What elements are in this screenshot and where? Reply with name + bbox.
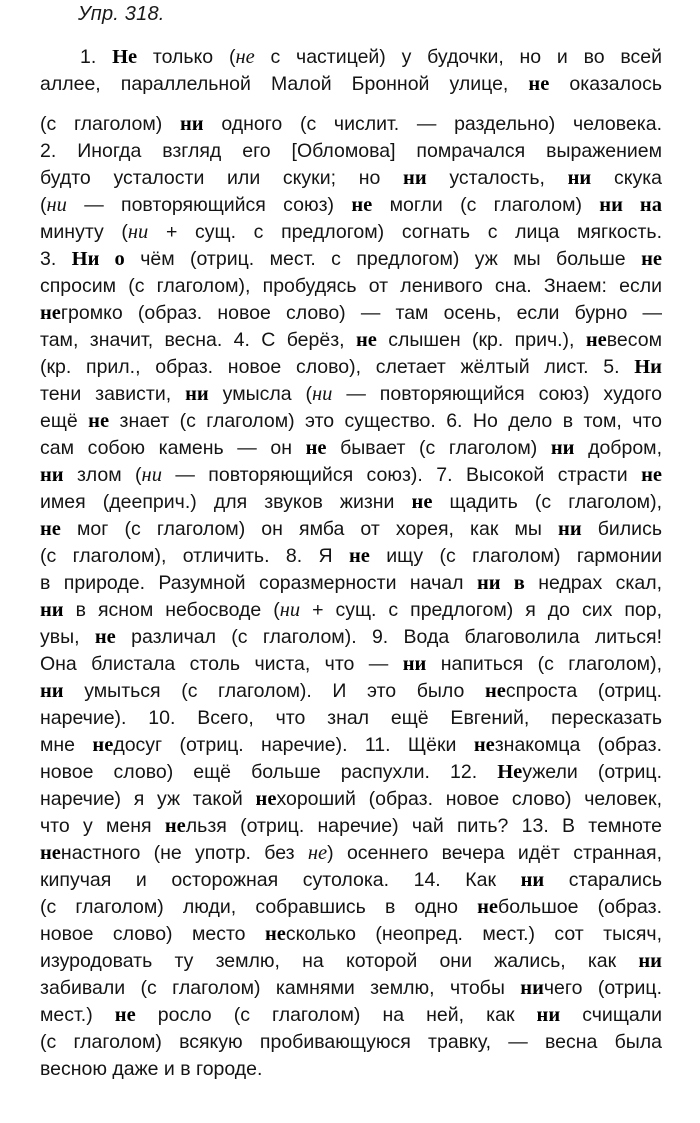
italic-term: не	[307, 842, 328, 864]
text-run: оказалось	[549, 73, 662, 95]
text-run: наречие) я уж такой	[40, 788, 256, 810]
emphasized-particle: не	[40, 518, 61, 540]
emphasized-particle: не	[528, 73, 550, 95]
text-run: — повторяющийся союз)	[66, 194, 352, 216]
text-run: старались	[544, 869, 662, 891]
text-line	[40, 624, 662, 651]
emphasized-particle: ни	[40, 464, 64, 486]
text-run: усталость,	[426, 167, 568, 189]
emphasized-particle: ни	[403, 167, 427, 189]
emphasized-particle: ни	[536, 1004, 561, 1026]
text-run: злом (	[63, 464, 142, 486]
text-line	[40, 327, 662, 354]
emphasized-particle: не	[473, 734, 495, 756]
text-line	[40, 1056, 662, 1083]
text-run: громко (образ. новое слово) — там осень, если бурно —	[60, 302, 662, 324]
text-run: ужели (отриц.	[522, 761, 662, 783]
emphasized-particle: не	[114, 1004, 136, 1026]
text-run: бились	[581, 518, 662, 540]
text-run: росло (с глаголом) на ней, как	[135, 1004, 537, 1026]
italic-term: не	[235, 46, 255, 68]
text-line	[40, 840, 662, 867]
emphasized-particle: не	[92, 734, 114, 756]
text-run: одного (с числит. — раздельно) человека.	[203, 113, 662, 135]
text-line	[40, 597, 662, 624]
text-run: недрах скал,	[524, 572, 662, 594]
emphasized-particle: не	[264, 923, 286, 945]
text-run: чего (отриц.	[543, 977, 662, 999]
text-line	[40, 813, 662, 840]
emphasized-particle: ни	[40, 680, 64, 702]
text-line	[40, 1002, 662, 1029]
text-run: льзя (отриц. наречие) чай пить? 13. В темноте	[185, 815, 662, 837]
text-run: мест.)	[40, 1004, 115, 1026]
text-run: 1.	[80, 46, 113, 68]
emphasized-particle: Не	[497, 761, 523, 783]
text-run: сколько (неопред. мест.) сот тысяч,	[285, 923, 662, 945]
emphasized-particle: ни	[567, 167, 592, 189]
text-run: настного (не употр. без	[60, 842, 308, 864]
emphasized-particle: ни	[402, 653, 427, 675]
italic-term: ни	[312, 383, 333, 405]
emphasized-particle: не	[255, 788, 277, 810]
emphasized-particle: ни	[185, 383, 209, 405]
emphasized-particle: не	[348, 545, 370, 567]
text-run: щадить (с глаголом),	[432, 491, 662, 513]
text-line	[40, 516, 662, 543]
text-line	[40, 246, 662, 273]
emphasized-particle: ни	[40, 599, 64, 621]
italic-term: ни	[279, 599, 301, 621]
text-run: напиться (с глаголом),	[426, 653, 662, 675]
text-line	[40, 192, 662, 219]
text-run: что у меня	[40, 815, 165, 837]
text-run: будто усталости или скуки; но	[40, 167, 404, 189]
text-line	[40, 678, 662, 705]
emphasized-particle: ни	[180, 113, 204, 135]
text-line	[40, 489, 662, 516]
italic-term: ни	[127, 221, 149, 243]
text-line	[40, 543, 662, 570]
text-run: — повторяющийся союз). 7. Высокой страсти	[161, 464, 642, 486]
text-run: ) осеннего вечера идёт странная,	[327, 842, 662, 864]
text-run: различал (с глаголом). 9. Вода благоволила литься!	[115, 626, 663, 648]
text-run: мог (с глаголом) он ямба от хорея, как мы	[60, 518, 559, 540]
emphasized-particle: не	[40, 302, 61, 324]
emphasized-particle: Не	[112, 46, 138, 68]
emphasized-particle: не	[411, 491, 433, 513]
text-line	[40, 71, 662, 98]
text-line	[40, 111, 662, 138]
text-run: знает (с глаголом) это существо. 6. Но дело в том, что	[109, 410, 662, 432]
text-run: добром,	[574, 437, 662, 459]
text-line	[40, 975, 662, 1002]
text-run: наречие). 10. Всего, что знал ещё Евгений, пересказать	[40, 707, 662, 729]
text-run: слышен (кр. прич.),	[376, 329, 586, 351]
text-run: весною даже и в городе.	[40, 1058, 263, 1080]
text-run: (с глаголом)	[40, 113, 180, 135]
emphasized-particle: ни на	[599, 194, 662, 216]
text-line	[40, 759, 662, 786]
text-line	[40, 786, 662, 813]
text-line	[40, 705, 662, 732]
text-line	[40, 408, 662, 435]
emphasized-particle: ни	[558, 518, 582, 540]
text-line	[40, 165, 662, 192]
text-run: хороший (образ. новое слово) человек,	[276, 788, 662, 810]
text-run: спросим (с глаголом), пробудясь от ленивого сна. Знаем: если	[40, 275, 662, 297]
text-run: бывает (с глаголом)	[326, 437, 551, 459]
text-line	[40, 867, 662, 894]
text-run: (кр. прил., образ. новое слово), слетает жёлтый лист. 5.	[40, 356, 635, 378]
text-run: новое слово) место	[40, 923, 265, 945]
text-run: в ясном небосводе (	[63, 599, 280, 621]
text-line	[40, 138, 662, 165]
emphasized-particle: ни в	[476, 572, 525, 594]
text-line	[40, 948, 662, 975]
text-run: 2. Иногда взгляд его [Обломова] помрачался выражением	[40, 140, 662, 162]
exercise-title: Упр. 318.	[78, 3, 165, 25]
text-line	[40, 570, 662, 597]
emphasized-particle: ни	[520, 869, 545, 891]
text-run: мне	[40, 734, 93, 756]
text-run: имея (дееприч.) для звуков жизни	[40, 491, 412, 513]
text-run: аллее, параллельной Малой Бронной улице,	[40, 73, 529, 95]
emphasized-particle: не	[477, 896, 499, 918]
emphasized-particle: не	[88, 410, 110, 432]
text-line	[40, 462, 662, 489]
emphasized-particle: не	[641, 248, 662, 270]
text-run: счищали	[560, 1004, 662, 1026]
text-run: тени зависти,	[40, 383, 186, 405]
text-run: ещё	[40, 410, 89, 432]
text-run: + сущ. с предлогом) согнать с лица мягкость.	[148, 221, 662, 243]
emphasized-particle: не	[94, 626, 116, 648]
emphasized-particle: ни	[520, 977, 544, 999]
text-line	[40, 921, 662, 948]
emphasized-particle: не	[585, 329, 607, 351]
text-run: Она блистала столь чиста, что —	[40, 653, 403, 675]
text-run: 3.	[40, 248, 72, 270]
text-line	[40, 894, 662, 921]
emphasized-particle: не	[40, 842, 61, 864]
text-run: + сущ. с предлогом) я до сих пор,	[300, 599, 662, 621]
text-run: ищу (с глаголом) гармонии	[369, 545, 662, 567]
text-run: минуту (	[40, 221, 128, 243]
text-run: чём (отриц. мест. с предлогом) уж мы больше	[124, 248, 642, 270]
emphasized-particle: не	[351, 194, 373, 216]
text-run: в природе. Разумной соразмерности начал	[40, 572, 477, 594]
text-run: (с глаголом), отличить. 8. Я	[40, 545, 349, 567]
text-run: изуродовать ту землю, на которой они жались, как	[40, 950, 639, 972]
text-line	[40, 732, 662, 759]
emphasized-particle: не	[164, 815, 186, 837]
emphasized-particle: не	[305, 437, 327, 459]
emphasized-particle: не	[485, 680, 506, 702]
text-run: кипучая и осторожная сутолока. 14. Как	[40, 869, 521, 891]
text-line	[40, 435, 662, 462]
text-run: большое (образ.	[498, 896, 662, 918]
text-line	[40, 300, 662, 327]
text-line	[40, 354, 662, 381]
text-run: могли (с глаголом)	[372, 194, 600, 216]
text-run: досуг (отриц. наречие). 11. Щёки	[113, 734, 474, 756]
text-line	[80, 44, 662, 71]
emphasized-particle: не	[355, 329, 377, 351]
text-run: новое слово) ещё больше распухли. 12.	[40, 761, 498, 783]
text-run: умысла (	[208, 383, 313, 405]
text-run: (	[40, 194, 47, 216]
text-run: спроста (отриц.	[505, 680, 663, 702]
emphasized-particle: не	[641, 464, 662, 486]
text-run: увы,	[40, 626, 95, 648]
text-run: знакомца (образ.	[494, 734, 663, 756]
text-line	[40, 1029, 662, 1056]
text-run: (с глаголом) люди, собравшись в одно	[40, 896, 478, 918]
text-run: скука	[591, 167, 662, 189]
emphasized-particle: ни	[550, 437, 575, 459]
text-run: сам собою камень — он	[40, 437, 306, 459]
emphasized-particle: Ни	[634, 356, 662, 378]
text-line	[40, 651, 662, 678]
text-line	[40, 273, 662, 300]
text-run: с частицей) у будочки, но и во всей	[254, 46, 663, 68]
text-run: забивали (с глаголом) камнями землю, чтобы	[40, 977, 521, 999]
text-run: только (	[137, 46, 236, 68]
emphasized-particle: ни	[638, 950, 662, 972]
text-line	[40, 381, 662, 408]
text-line	[40, 219, 662, 246]
italic-term: ни	[46, 194, 67, 216]
text-run: — повторяющийся союз) худого	[332, 383, 662, 405]
italic-term: ни	[141, 464, 162, 486]
emphasized-particle: Ни о	[71, 248, 125, 270]
text-run: там, значит, весна. 4. С берёз,	[40, 329, 356, 351]
text-run: весом	[606, 329, 662, 351]
text-run: умыться (с глаголом). И это было	[63, 680, 485, 702]
text-run: (с глаголом) всякую пробивающуюся травку, — весна была	[40, 1031, 662, 1053]
